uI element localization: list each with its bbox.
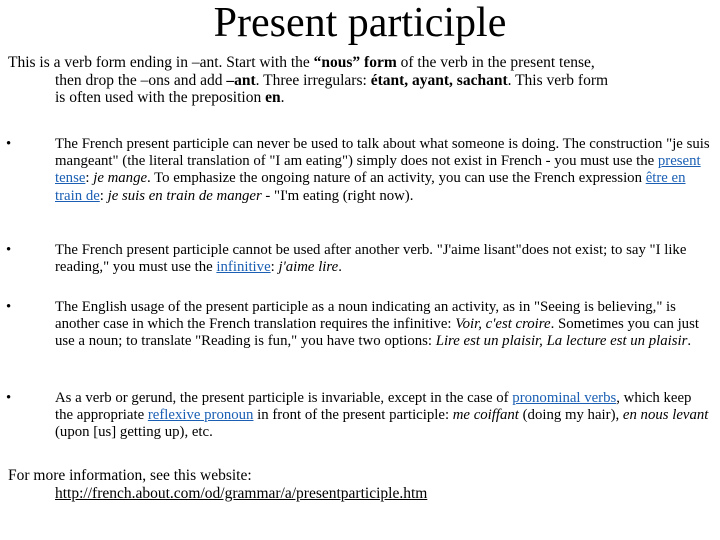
- bullet-item-4: [0, 390, 713, 442]
- intro-text: then drop the –ons and add: [55, 71, 227, 89]
- bullet-item-2: [0, 242, 713, 276]
- bullet-text: (the literal translation of "I am eating") simply does not exist in French - you must use the: [118, 153, 658, 170]
- footer: [8, 467, 708, 503]
- link-reflexive-pronoun[interactable]: reflexive pronoun: [147, 407, 254, 424]
- bullet-dot: •: [6, 242, 12, 258]
- bullet-text: (upon [us] getting up), etc.: [55, 424, 213, 441]
- bullet-text: does not exist; to say "I like reading," you must use the: [55, 242, 687, 276]
- bullet-text: (doing my hair),: [518, 407, 623, 424]
- intro-line-3: [8, 89, 708, 107]
- intro-text: is often used with the preposition: [55, 89, 266, 106]
- bullet-text: :: [270, 259, 279, 276]
- quote: "je suis mangeant": [55, 136, 710, 170]
- italic-example: me coiffant: [452, 407, 519, 424]
- link-present-tense[interactable]: present tense: [55, 153, 701, 187]
- bullet-text: :: [85, 170, 94, 187]
- link-etre-en-train-de[interactable]: être en train de: [55, 170, 686, 204]
- intro-text: . Three irregulars:: [255, 71, 371, 89]
- link-pronominal-verbs[interactable]: pronominal verbs: [512, 390, 617, 406]
- intro-text: of the verb in the present tense,: [396, 54, 595, 71]
- link-infinitive[interactable]: infinitive: [216, 259, 271, 276]
- italic-example: je mange: [93, 170, 148, 187]
- bullet-text-4: [55, 390, 713, 442]
- bullet-text: .: [338, 259, 342, 276]
- intro-text: . This verb form: [507, 71, 609, 89]
- intro-bold-nous: “nous” form: [313, 54, 397, 71]
- bullet-item-1: [0, 136, 713, 205]
- italic-example: je suis en train de manger: [107, 187, 262, 204]
- bullet-text: :: [99, 187, 108, 204]
- intro-bold-en: en: [265, 89, 281, 106]
- footer-text: For more information, see this website:: [8, 467, 252, 484]
- intro-paragraph: [8, 54, 708, 107]
- intro-line-2: [8, 72, 708, 90]
- bullet-text: . Sometimes you can just use a noun; to translate "Reading is fun," you have two options:: [55, 316, 699, 350]
- bullet-text: . To emphasize the ongoing nature of an activity, you can use the French expression: [147, 170, 646, 187]
- bullet-text: - "I'm eating (right now).: [261, 187, 414, 204]
- bullet-text-3: [55, 299, 713, 351]
- bullet-text: .: [687, 333, 692, 350]
- quote: "J'aime lisant": [436, 242, 522, 258]
- intro-bold-ant: –ant: [226, 71, 256, 89]
- intro-bold-irregulars: étant, ayant, sachant: [370, 71, 508, 89]
- intro-text: .: [280, 89, 285, 106]
- website-link[interactable]: http://french.about.com/od/grammar/a/presentparticiple.htm: [55, 485, 428, 502]
- bullet-dot: •: [6, 136, 12, 152]
- bullet-text: The French present participle can never be used to talk about what someone is doing. The construction: [55, 136, 667, 152]
- bullet-text-2: [55, 242, 713, 276]
- bullet-text-1: [55, 136, 713, 205]
- intro-line-1: [8, 54, 708, 72]
- bullet-text: As a verb or gerund, the present participle is invariable, except in the case of: [55, 390, 513, 406]
- bullet-dot: •: [6, 390, 12, 406]
- footer-url: [55, 485, 427, 503]
- bullet-text: in front of the present participle:: [253, 407, 453, 424]
- bullet-text: , which keep the appropriate: [55, 390, 692, 424]
- bullet-text: The French present participle cannot be used after another verb.: [55, 242, 437, 258]
- italic-example: j'aime lire: [278, 259, 339, 276]
- italic-example: en nous levant: [622, 407, 709, 424]
- bullet-dot: •: [6, 299, 12, 315]
- italic-example: Lire est un plaisir, La lecture est un plaisir: [435, 333, 688, 350]
- page-title: Present participle: [213, 0, 507, 46]
- intro-text: This is a verb form ending in –ant. Start with the: [8, 54, 314, 71]
- bullet-item-3: [0, 299, 713, 351]
- bullet-text: The English usage of the present participle as a noun indicating an activity, as in "Seeing is believing," is another case in which the French translation requires the infinitive:: [55, 299, 676, 333]
- italic-example: Voir, c'est croire: [455, 316, 551, 333]
